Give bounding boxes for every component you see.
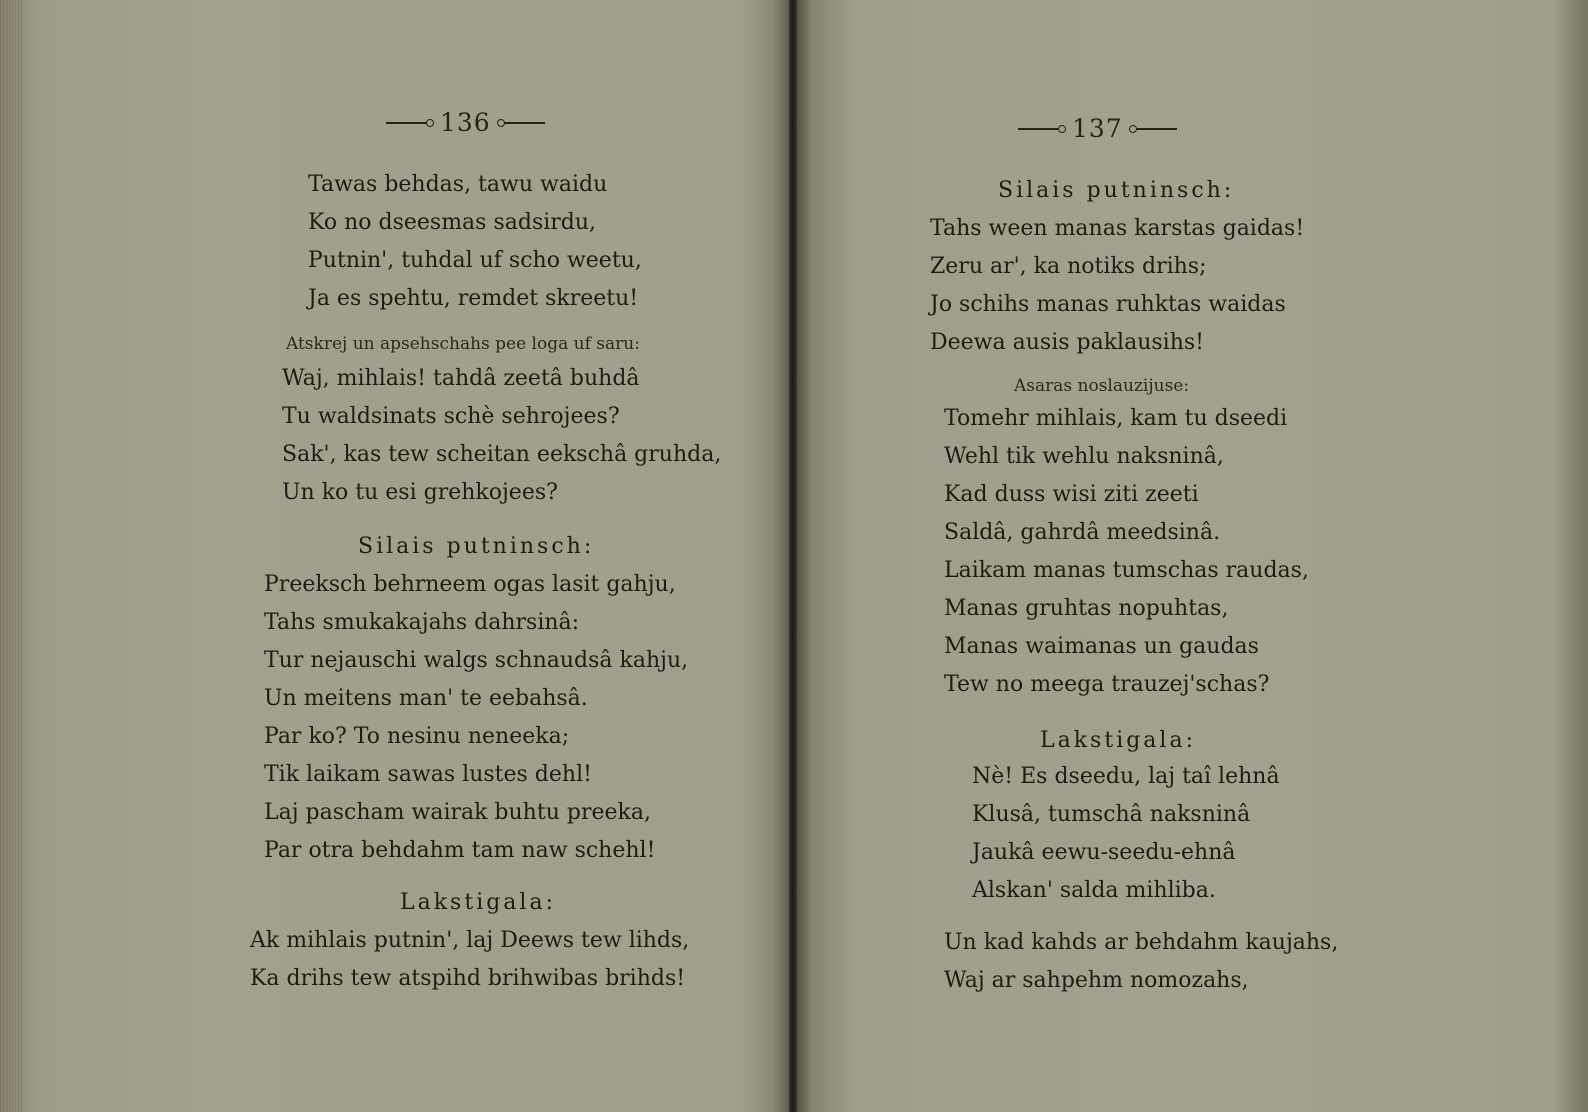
verse-line: Wehl tik wehlu naksninâ, bbox=[944, 444, 1224, 469]
verse-line: Tu waldsinats schè sehrojees? bbox=[282, 404, 620, 429]
verse-line: Laj pascham wairak buhtu preeka, bbox=[264, 800, 651, 825]
page-edges bbox=[0, 0, 22, 1112]
verse-line: Tawas behdas, tawu waidu bbox=[308, 172, 608, 197]
left-page-number bbox=[386, 108, 545, 137]
right-folio-text: 137 bbox=[1072, 114, 1123, 143]
right-page-number bbox=[1018, 114, 1177, 143]
verse-line: Tur nejauschi walgs schnaudsâ kahju, bbox=[264, 648, 689, 673]
book-gutter bbox=[789, 0, 797, 1112]
ornament-dash-icon bbox=[501, 122, 545, 124]
verse-line: Waj ar sahpehm nomozahs, bbox=[944, 968, 1249, 993]
verse-line: Nè! Es dseedu, laj taî lehnâ bbox=[972, 764, 1280, 789]
verse-line: Tomehr mihlais, kam tu dseedi bbox=[944, 406, 1288, 431]
speaker-heading: Lakstigala: bbox=[400, 890, 556, 915]
verse-line: Un meitens man' te eebahsâ. bbox=[264, 686, 588, 711]
verse-line: Jo schihs manas ruhktas waidas bbox=[930, 292, 1286, 317]
verse-line: Waj, mihlais! tahdâ zeetâ buhdâ bbox=[282, 366, 640, 391]
left-folio-text: 136 bbox=[440, 108, 491, 137]
verse-line: Tew no meega trauzej'schas? bbox=[944, 672, 1270, 697]
verse-line: Tik laikam sawas lustes dehl! bbox=[264, 762, 592, 787]
verse-line: Deewa ausis paklausihs! bbox=[930, 330, 1204, 355]
verse-line: Tahs smukakajahs dahrsinâ: bbox=[264, 610, 580, 635]
verse-line: Manas gruhtas nopuhtas, bbox=[944, 596, 1229, 621]
ornament-dash-icon bbox=[1133, 128, 1177, 130]
speaker-heading: Silais putninsch: bbox=[998, 178, 1235, 203]
verse-line: Preeksch behrneem ogas lasit gahju, bbox=[264, 572, 676, 597]
stage-direction: Asaras noslauzijuse: bbox=[1014, 376, 1190, 396]
verse-line: Par otra behdahm tam naw schehl! bbox=[264, 838, 656, 863]
ornament-dash-icon bbox=[1018, 128, 1062, 130]
speaker-heading: Silais putninsch: bbox=[358, 534, 595, 559]
left-page bbox=[0, 0, 792, 1112]
verse-line: Saldâ, gahrdâ meedsinâ. bbox=[944, 520, 1221, 545]
stage-direction: Atskrej un apsehschahs pee loga uf saru: bbox=[286, 334, 640, 354]
verse-line: Alskan' salda mihliba. bbox=[972, 878, 1216, 903]
right-page bbox=[794, 0, 1588, 1112]
verse-line: Tahs ween manas karstas gaidas! bbox=[930, 216, 1305, 241]
verse-line: Par ko? To nesinu neneeka; bbox=[264, 724, 570, 749]
ornament-dash-icon bbox=[386, 122, 430, 124]
verse-line: Un ko tu esi grehkojees? bbox=[282, 480, 558, 505]
verse-line: Sak', kas tew scheitan eekschâ gruhda, bbox=[282, 442, 722, 467]
verse-line: Ak mihlais putnin', laj Deews tew lihds, bbox=[250, 928, 690, 953]
verse-line: Manas waimanas un gaudas bbox=[944, 634, 1259, 659]
verse-line: Zeru ar', ka notiks drihs; bbox=[930, 254, 1207, 279]
verse-line: Putnin', tuhdal uf scho weetu, bbox=[308, 248, 642, 273]
verse-line: Jaukâ eewu-seedu-ehnâ bbox=[972, 840, 1236, 865]
verse-line: Klusâ, tumschâ naksninâ bbox=[972, 802, 1251, 827]
speaker-heading: Lakstigala: bbox=[1040, 728, 1196, 753]
verse-line: Laikam manas tumschas raudas, bbox=[944, 558, 1309, 583]
verse-line: Un kad kahds ar behdahm kaujahs, bbox=[944, 930, 1339, 955]
verse-line: Kad duss wisi ziti zeeti bbox=[944, 482, 1199, 507]
verse-line: Ko no dseesmas sadsirdu, bbox=[308, 210, 597, 235]
verse-line: Ja es spehtu, remdet skreetu! bbox=[308, 286, 639, 311]
verse-line: Ka drihs tew atspihd brihwibas brihds! bbox=[250, 966, 686, 991]
